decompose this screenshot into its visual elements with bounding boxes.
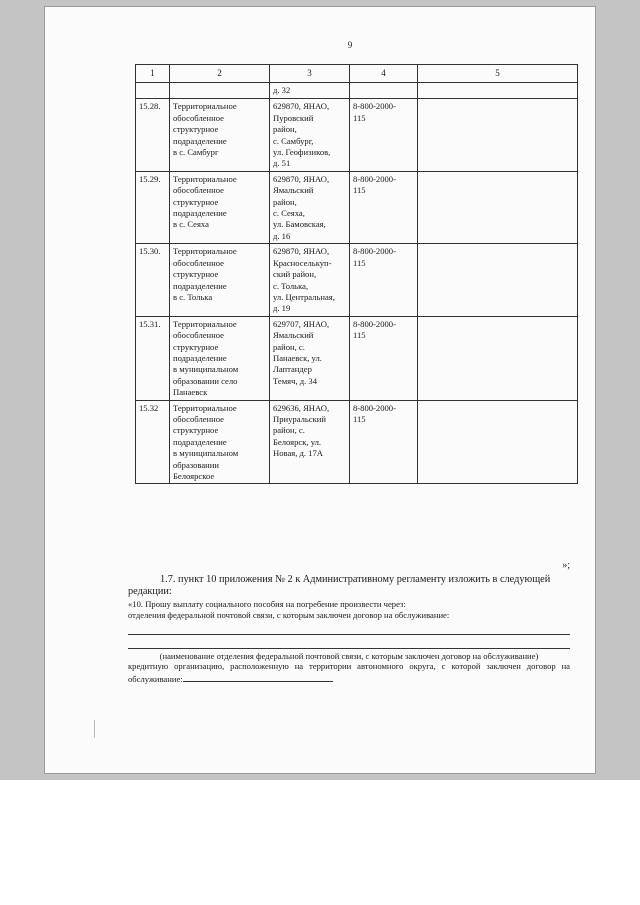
division-name-line: структурное (173, 196, 219, 207)
division-phone (350, 99, 418, 171)
division-address-line: Новая, д. 17А (273, 448, 323, 459)
division-name-line: Территориальное (173, 173, 237, 184)
post-office-option: отделения федеральной почтовой связи, с которым заключен договор на обслуживание: (128, 609, 450, 620)
table-cell (350, 83, 418, 99)
table-cell-empty (418, 244, 578, 316)
division-name-line: Территориальное (173, 246, 237, 257)
table-cell (170, 83, 270, 99)
division-address-line: с. Толька, (273, 280, 309, 291)
table-row-continuation (136, 83, 578, 99)
column-header: 4 (350, 65, 418, 83)
division-address (270, 99, 350, 171)
division-name-line: в муниципальном (173, 364, 239, 375)
division-address-line: д. 19 (273, 303, 291, 314)
row-number: 15.30. (136, 244, 170, 316)
division-address-line: район, с. (273, 425, 305, 436)
table-cell (418, 83, 578, 99)
division-name-line: подразделение (173, 436, 227, 447)
division-address-line: д. 16 (273, 230, 291, 241)
post-office-blank-line-2 (128, 637, 570, 649)
division-name-line: обособленное (173, 413, 224, 424)
division-phone-line: 8-800-2000- (353, 402, 396, 413)
item-10-text: «10. Прошу выплату социального пособия на погребение произвести через: (128, 598, 406, 609)
division-address-line: Приуральский (273, 413, 326, 424)
division-phone-line: 115 (353, 413, 366, 424)
division-name (170, 316, 270, 400)
division-address-line: район, с. (273, 341, 305, 352)
division-phone-line: 8-800-2000- (353, 101, 396, 112)
division-address-line: 629636, ЯНАО, (273, 402, 330, 413)
division-name-line: Панаевск (173, 387, 208, 398)
division-name-line: структурное (173, 341, 219, 352)
division-address-line: Лаптандер (273, 364, 312, 375)
division-name-line: подразделение (173, 135, 227, 146)
division-name-line: в с. Толька (173, 291, 213, 302)
division-phone (350, 316, 418, 400)
division-name-line: образовании село (173, 375, 238, 386)
division-address-line: Ямальский (273, 185, 314, 196)
division-address (270, 244, 350, 316)
division-name-line: образовании (173, 459, 219, 470)
division-name-line: Территориальное (173, 318, 237, 329)
division-name (170, 171, 270, 243)
table-cell-empty (418, 171, 578, 243)
division-address (270, 400, 350, 484)
row-number: 15.32 (136, 400, 170, 484)
table-cell-address: д. 32 (270, 83, 350, 99)
division-address-line: с. Сеяха, (273, 208, 305, 219)
division-name (170, 99, 270, 171)
division-phone-line: 8-800-2000- (353, 246, 396, 257)
table-cell (136, 83, 170, 99)
division-name-line: обособленное (173, 112, 224, 123)
credit-org-option (128, 661, 570, 685)
post-office-blank-line (128, 623, 570, 635)
row-number: 15.31. (136, 316, 170, 400)
table-row (136, 171, 578, 243)
division-name-line: в с. Самбург (173, 147, 219, 158)
table-row (136, 400, 578, 484)
division-phone-line: 115 (353, 330, 366, 341)
row-number: 15.28. (136, 99, 170, 171)
division-phone-line: 8-800-2000- (353, 318, 396, 329)
division-address-line: район, (273, 196, 297, 207)
division-address-line: район, (273, 124, 297, 135)
table-cell-empty (418, 400, 578, 484)
division-name-line: обособленное (173, 185, 224, 196)
credit-org-text: кредитную организацию, расположенную на территории автономного округа, с которой заключен договор на обслуживание: (128, 661, 570, 685)
division-name (170, 244, 270, 316)
division-name-line: подразделение (173, 208, 227, 219)
division-name-line: Территориальное (173, 402, 237, 413)
division-address (270, 171, 350, 243)
table-cell-empty (418, 316, 578, 400)
table-row (136, 99, 578, 171)
division-address-line: Панаевск, ул. (273, 352, 322, 363)
division-phone-line: 115 (353, 257, 366, 268)
column-header: 2 (170, 65, 270, 83)
division-phone (350, 244, 418, 316)
division-name-line: в муниципальном (173, 448, 239, 459)
amendment-paragraph: 1.7. пункт 10 приложения № 2 к Административному регламенту изложить в следующей редакции: (128, 574, 551, 598)
division-address-line: ул. Геофизиков, (273, 147, 331, 158)
page-number: 9 (347, 40, 353, 50)
division-name-line: Территориальное (173, 101, 237, 112)
column-header: 5 (418, 65, 578, 83)
division-address-line: ул. Центральная, (273, 291, 335, 302)
division-phone (350, 171, 418, 243)
division-address-line: Пуровский (273, 112, 314, 123)
division-name-line: подразделение (173, 280, 227, 291)
column-header: 3 (270, 65, 350, 83)
division-address-line: 629870, ЯНАО, (273, 173, 330, 184)
division-name-line: подразделение (173, 352, 227, 363)
table-row (136, 316, 578, 400)
credit-org-blank-line (183, 672, 333, 682)
division-phone (350, 400, 418, 484)
table-cell-empty (418, 99, 578, 171)
division-name-line: структурное (173, 425, 219, 436)
division-name-line: структурное (173, 124, 219, 135)
division-name-line: Белоярское (173, 471, 215, 481)
division-address-line: 629707, ЯНАО, (273, 318, 330, 329)
division-address-line: Красноселькуп- (273, 257, 332, 268)
table-row (136, 244, 578, 316)
division-address-line: с. Самбург, (273, 135, 314, 146)
division-address-line: ский район, (273, 269, 317, 280)
division-name-line: структурное (173, 269, 219, 280)
division-address-line: 629870, ЯНАО, (273, 101, 330, 112)
amendment-text (128, 560, 570, 685)
division-address-line: д. 51 (273, 158, 291, 169)
register-table (135, 64, 578, 484)
division-address-line: ул. Бамовская, (273, 219, 326, 230)
division-address-line: Белоярск, ул. (273, 436, 322, 447)
margin-mark (94, 720, 95, 738)
division-phone-line: 115 (353, 185, 366, 196)
quote-close: »; (562, 560, 570, 571)
division-name-line: в с. Сеяха (173, 219, 209, 230)
division-phone-line: 115 (353, 112, 366, 123)
column-header: 1 (136, 65, 170, 83)
division-name-line: обособленное (173, 330, 224, 341)
division-address (270, 316, 350, 400)
division-name (170, 400, 270, 484)
row-number: 15.29. (136, 171, 170, 243)
division-address-line: Темяч, д. 34 (273, 375, 318, 386)
table-header-row (136, 65, 578, 83)
division-address-line: 629870, ЯНАО, (273, 246, 330, 257)
post-office-caption: (наименование отделения федеральной почтовой связи, с которым заключен договор на обслуживание) (159, 650, 539, 661)
division-phone-line: 8-800-2000- (353, 173, 396, 184)
division-address-line: Ямальский (273, 330, 314, 341)
division-name-line: обособленное (173, 257, 224, 268)
